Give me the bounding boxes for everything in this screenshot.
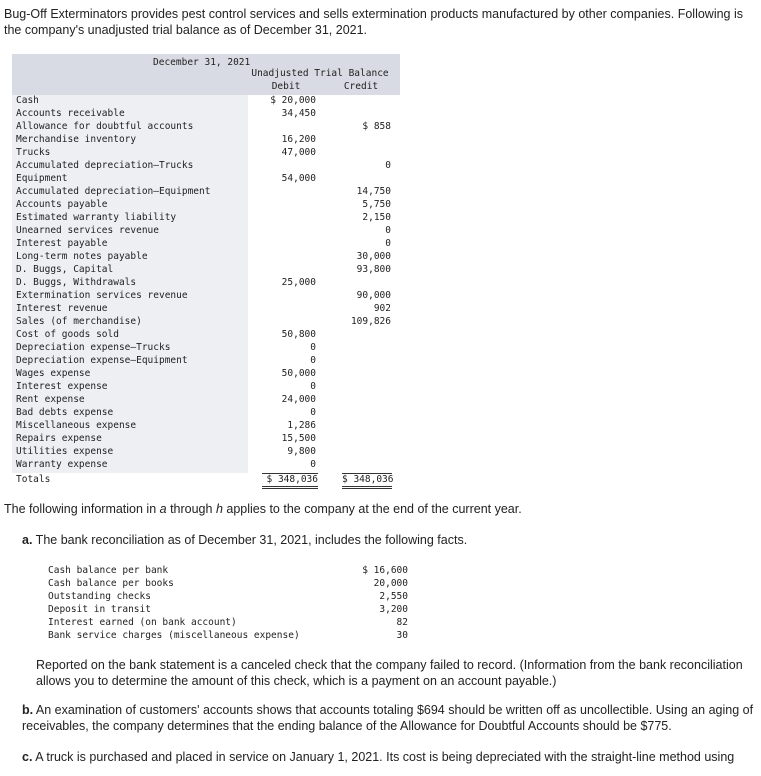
credit-value: 0 bbox=[385, 225, 391, 236]
following-before: The following information in bbox=[4, 502, 160, 516]
table-row bbox=[12, 367, 400, 380]
credit-value: 902 bbox=[373, 303, 391, 314]
item-a bbox=[22, 532, 756, 548]
debit-value: 0 bbox=[310, 355, 316, 366]
credit-value: 30,000 bbox=[356, 251, 391, 262]
bank-item-label: Deposit in transit bbox=[48, 604, 151, 615]
table-row bbox=[12, 393, 400, 406]
bank-item-value: 2,550 bbox=[379, 591, 408, 602]
account-name: Interest expense bbox=[16, 381, 108, 392]
bank-item-value: 20,000 bbox=[373, 578, 408, 589]
bank-item-label: Cash balance per bank bbox=[48, 565, 169, 576]
account-name: Repairs expense bbox=[16, 433, 102, 444]
account-name: Long-term notes payable bbox=[16, 251, 148, 262]
following-h: h bbox=[215, 502, 223, 516]
table-row bbox=[12, 198, 400, 211]
account-name: Totals bbox=[16, 474, 51, 485]
credit-value: 90,000 bbox=[356, 290, 391, 301]
table-row bbox=[12, 445, 400, 458]
debit-value: 25,000 bbox=[281, 277, 316, 288]
bank-item-label: Cash balance per books bbox=[48, 578, 174, 589]
account-name: Accumulated depreciation—Trucks bbox=[16, 160, 194, 171]
credit-value: 109,826 bbox=[350, 316, 391, 327]
account-name: Depreciation expense—Trucks bbox=[16, 342, 171, 353]
account-name: Interest payable bbox=[16, 238, 108, 249]
table-row bbox=[12, 380, 400, 393]
table-row bbox=[12, 263, 400, 276]
credit-header: Credit bbox=[343, 81, 379, 92]
table-row bbox=[12, 94, 400, 107]
account-name: Cash bbox=[16, 95, 39, 106]
debit-value: 0 bbox=[310, 459, 316, 470]
table-row bbox=[12, 432, 400, 445]
debit-value: 16,200 bbox=[281, 134, 316, 145]
account-name: Warranty expense bbox=[16, 459, 108, 470]
table-row bbox=[12, 315, 400, 328]
bank-reconciliation-values bbox=[336, 564, 408, 642]
following-info bbox=[4, 501, 756, 517]
account-name: Utilities expense bbox=[16, 446, 114, 457]
account-name: Trucks bbox=[16, 147, 51, 158]
bank-item-value: 3,200 bbox=[379, 604, 408, 615]
item-b-text: An examination of customers' accounts shows that accounts totaling $694 should be written off as uncollectible. Using an aging of receivables, the company determines that the ending balance of the Allowance for Doubtful Accounts should be $775. bbox=[22, 703, 754, 733]
table-row bbox=[12, 211, 400, 224]
debit-value: 9,800 bbox=[287, 446, 316, 457]
credit-value: 2,150 bbox=[362, 212, 391, 223]
account-name: D. Buggs, Withdrawals bbox=[16, 277, 137, 288]
debit-value: 0 bbox=[310, 342, 316, 353]
debit-value: 0 bbox=[310, 381, 316, 392]
totals-row bbox=[12, 473, 400, 487]
debit-value: 24,000 bbox=[281, 394, 316, 405]
bank-item-label: Bank service charges (miscellaneous expense) bbox=[48, 630, 300, 641]
credit-value: 93,800 bbox=[356, 264, 391, 275]
credit-value: $ 348,036 bbox=[342, 473, 392, 489]
table-row bbox=[12, 354, 400, 367]
debit-value: $ 20,000 bbox=[270, 95, 316, 106]
table-row bbox=[12, 133, 400, 146]
account-name: Allowance for doubtful accounts bbox=[16, 121, 194, 132]
table-row bbox=[12, 458, 400, 471]
account-name: Accounts payable bbox=[16, 199, 108, 210]
table-row bbox=[12, 289, 400, 302]
table-title: Unadjusted Trial Balance bbox=[251, 68, 389, 79]
item-b-letter: b. bbox=[22, 703, 34, 717]
debit-header: Debit bbox=[271, 81, 301, 92]
bank-item-value: 30 bbox=[396, 630, 408, 641]
table-row bbox=[12, 159, 400, 172]
table-row bbox=[12, 406, 400, 419]
table-date: December 31, 2021 bbox=[153, 57, 251, 68]
bank-item-value: $ 16,600 bbox=[362, 565, 408, 576]
account-name: Accounts receivable bbox=[16, 108, 125, 119]
account-name: Extermination services revenue bbox=[16, 290, 188, 301]
item-a-note: Reported on the bank statement is a canceled check that the company failed to record. (Information from the bank reconciliation allows you to determine the amount of this check, which is a payment on an account payable.) bbox=[36, 658, 743, 688]
table-row bbox=[12, 120, 400, 133]
table-row bbox=[12, 341, 400, 354]
account-name: Sales (of merchandise) bbox=[16, 316, 142, 327]
table-row bbox=[12, 185, 400, 198]
table-row bbox=[12, 172, 400, 185]
credit-value: 5,750 bbox=[362, 199, 391, 210]
table-row bbox=[12, 276, 400, 289]
account-name: Wages expense bbox=[16, 368, 91, 379]
debit-value: $ 348,036 bbox=[262, 473, 318, 489]
credit-value: 0 bbox=[385, 160, 391, 171]
account-name: Equipment bbox=[16, 173, 68, 184]
debit-value: 1,286 bbox=[287, 420, 316, 431]
debit-value: 54,000 bbox=[281, 173, 316, 184]
debit-value: 15,500 bbox=[281, 433, 316, 444]
account-name: Bad debts expense bbox=[16, 407, 114, 418]
following-a: a bbox=[159, 502, 167, 516]
account-name: Unearned services revenue bbox=[16, 225, 159, 236]
item-c-text: A truck is purchased and placed in service on January 1, 2021. Its cost is being depreciated with the straight-line method using bbox=[32, 750, 735, 764]
account-name: Cost of goods sold bbox=[16, 329, 119, 340]
following-mid: through bbox=[166, 502, 216, 516]
item-c-letter: c. bbox=[22, 750, 33, 764]
table-row bbox=[12, 419, 400, 432]
intro-paragraph: Bug-Off Exterminators provides pest control services and sells extermination products manufactured by other companies. Following is the company's unadjusted trial balance as of December 31, 2021. bbox=[4, 7, 744, 37]
debit-value: 47,000 bbox=[281, 147, 316, 158]
account-name: Merchandise inventory bbox=[16, 134, 137, 145]
table-row bbox=[12, 237, 400, 250]
table-row bbox=[12, 224, 400, 237]
item-a-letter: a. bbox=[22, 533, 33, 547]
account-name: Accumulated depreciation—Equipment bbox=[16, 186, 211, 197]
table-row bbox=[12, 250, 400, 263]
account-name: Estimated warranty liability bbox=[16, 212, 177, 223]
table-row bbox=[12, 302, 400, 315]
item-a-text: The bank reconciliation as of December 31, 2021, includes the following facts. bbox=[32, 533, 468, 547]
following-after: applies to the company at the end of the current year. bbox=[222, 502, 522, 516]
debit-value: 0 bbox=[310, 407, 316, 418]
credit-value: $ 858 bbox=[362, 121, 391, 132]
account-name: Miscellaneous expense bbox=[16, 420, 137, 431]
account-name: Depreciation expense—Equipment bbox=[16, 355, 188, 366]
item-b bbox=[22, 702, 754, 734]
credit-value: 14,750 bbox=[356, 186, 391, 197]
account-name: Interest revenue bbox=[16, 303, 108, 314]
table-body bbox=[12, 94, 400, 487]
debit-value: 34,450 bbox=[281, 108, 316, 119]
bank-item-label: Interest earned (on bank account) bbox=[48, 617, 237, 628]
credit-value: 0 bbox=[385, 238, 391, 249]
debit-value: 50,800 bbox=[281, 329, 316, 340]
account-name: D. Buggs, Capital bbox=[16, 264, 114, 275]
item-c bbox=[22, 749, 754, 765]
bank-item-value: 82 bbox=[396, 617, 408, 628]
table-row bbox=[12, 146, 400, 159]
table-row bbox=[12, 107, 400, 120]
trial-balance-table bbox=[12, 54, 400, 486]
bank-item-label: Outstanding checks bbox=[48, 591, 151, 602]
debit-value: 50,000 bbox=[281, 368, 316, 379]
table-row bbox=[12, 328, 400, 341]
account-name: Rent expense bbox=[16, 394, 85, 405]
